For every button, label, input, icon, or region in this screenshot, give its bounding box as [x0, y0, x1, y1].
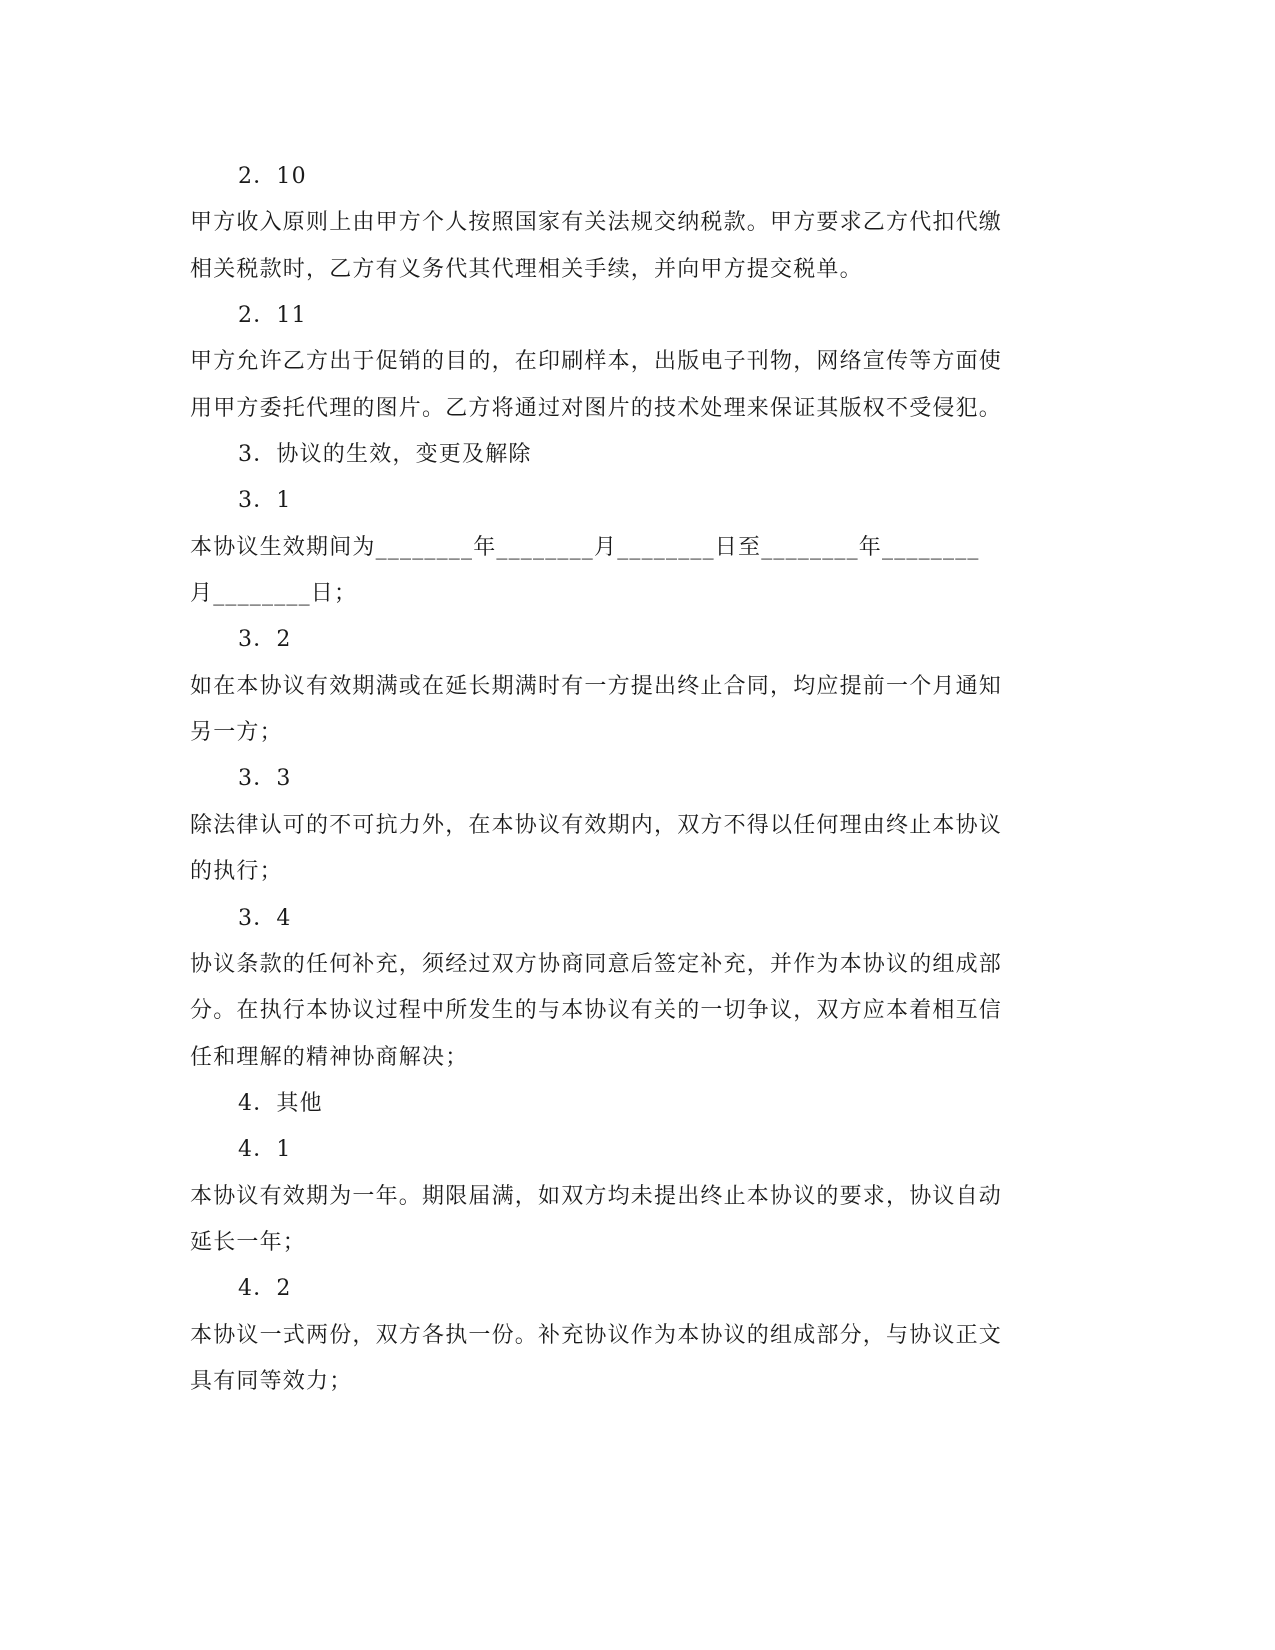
paragraph-line: 本协议有效期为一年。期限届满，如双方均未提出终止本协议的要求，协议自动 — [190, 1184, 1003, 1209]
paragraph-line: 甲方允许乙方出于促销的目的，在印刷样本，出版电子刊物，网络宣传等方面使 — [190, 349, 1003, 374]
paragraph-line: 的执行； — [190, 859, 283, 884]
clause-number: 3．1 — [238, 488, 292, 513]
clause-number: 3．4 — [238, 906, 292, 931]
clause-number: 2．11 — [238, 303, 307, 328]
paragraph-line: 另一方； — [190, 720, 283, 745]
paragraph-line: 协议条款的任何补充，须经过双方协商同意后签定补充，并作为本协议的组成部 — [190, 952, 1003, 977]
paragraph-line: 甲方收入原则上由甲方个人按照国家有关法规交纳税款。甲方要求乙方代扣代缴 — [190, 210, 1003, 235]
clause-number: 4．1 — [238, 1137, 292, 1162]
paragraph-line: 用甲方委托代理的图片。乙方将通过对图片的技术处理来保证其版权不受侵犯。 — [190, 396, 1003, 421]
section-heading: 3．协议的生效，变更及解除 — [238, 442, 532, 467]
paragraph-line: 分。在执行本协议过程中所发生的与本协议有关的一切争议，双方应本着相互信 — [190, 998, 1003, 1023]
clause-number: 3．3 — [238, 766, 292, 791]
clause-number: 2．10 — [238, 164, 307, 189]
section-heading: 4．其他 — [238, 1091, 323, 1116]
paragraph-line: 相关税款时，乙方有义务代其代理相关手续，并向甲方提交税单。 — [190, 257, 863, 282]
clause-number: 4．2 — [238, 1276, 292, 1301]
paragraph-line: 如在本协议有效期满或在延长期满时有一方提出终止合同，均应提前一个月通知 — [190, 674, 1003, 699]
paragraph-line: 除法律认可的不可抗力外，在本协议有效期内，双方不得以任何理由终止本协议 — [190, 813, 1003, 838]
paragraph-line: 任和理解的精神协商解决； — [190, 1045, 469, 1070]
paragraph-line: 本协议一式两份，双方各执一份。补充协议作为本协议的组成部分，与协议正文 — [190, 1323, 1003, 1348]
paragraph-line: 延长一年； — [190, 1230, 307, 1255]
paragraph-line: 本协议生效期间为________年________月________日至________年________ — [190, 535, 980, 560]
paragraph-line: 月________日； — [190, 581, 358, 606]
clause-number: 3．2 — [238, 627, 292, 652]
paragraph-line: 具有同等效力； — [190, 1369, 353, 1394]
